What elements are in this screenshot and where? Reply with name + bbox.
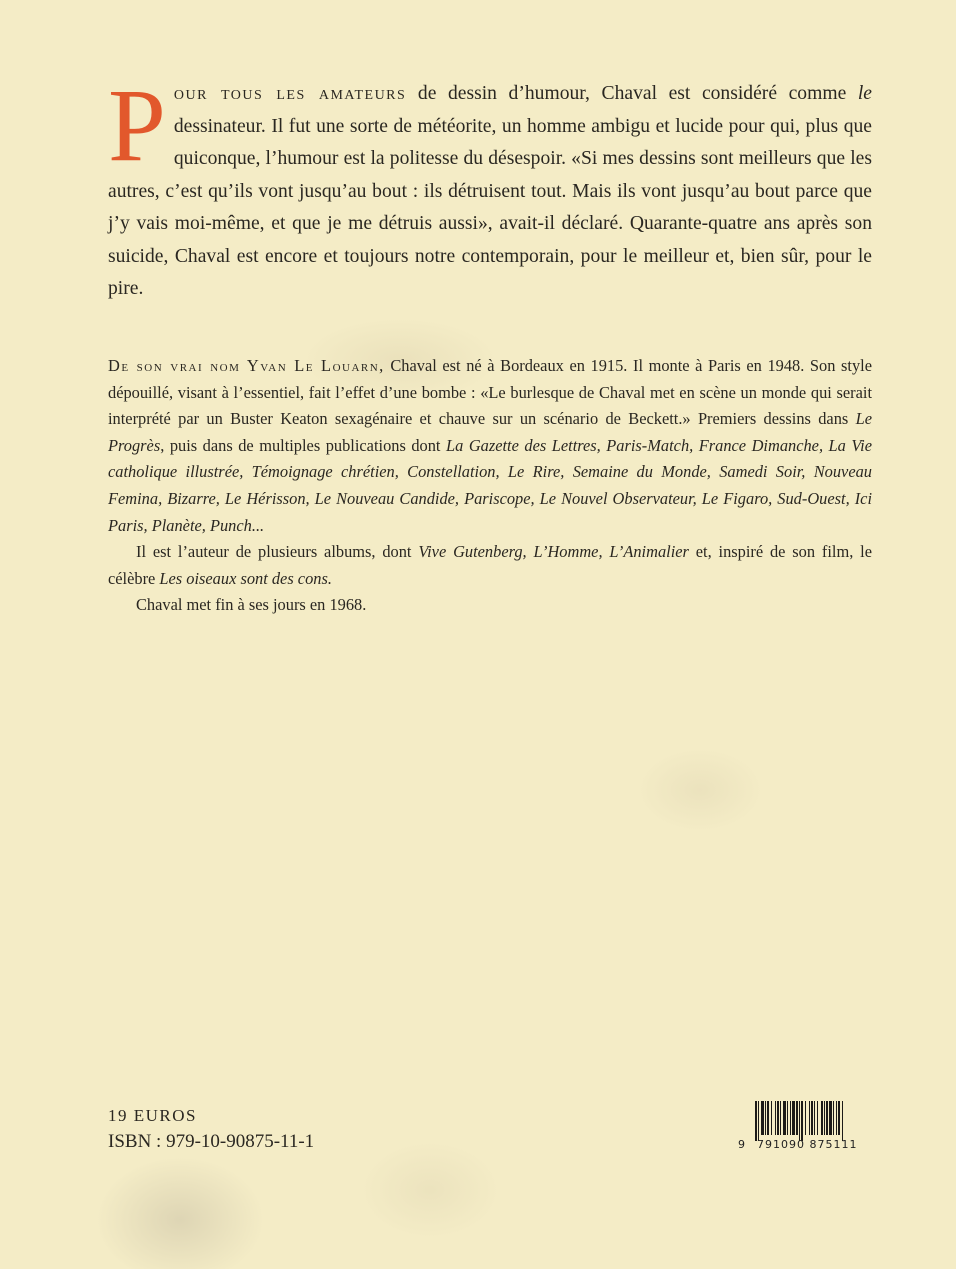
intro-text-b: dessinateur. Il fut une sorte de météorite, un homme ambigu et lucide pour qui, plus que quiconque, l’humour est la politesse du désespoir. «Si mes dessins sont meilleurs que les autres, c’est qu’ils vont jusqu’au bout : ils détruisent tout. Mais ils vont jusqu’au bout parce que j’y vais moi-même, et que je me détruis aussi», avait-il déclaré. Quarante-quatre ans après son suicide, Chaval est encore et toujours notre contemporain, pour le meilleur et, bien sûr, pour le pire. <box>108 115 872 299</box>
barcode-digits: 791090 875111 <box>757 1138 858 1151</box>
bio-text-2: , puis dans de multiples publications dont <box>160 435 446 455</box>
intro-lead-smallcaps: our tous les amateurs <box>173 83 407 104</box>
intro-text-em: le <box>857 83 872 104</box>
bio-famous-title: Les oiseaux sont des cons. <box>159 568 332 588</box>
bio-paragraph-3: Chaval met fin à ses jours en 1968. <box>136 595 367 615</box>
bio-p2-text-2: et, inspiré de son film, le célèbre <box>108 542 872 588</box>
barcode-first-digit: 9 <box>738 1138 745 1151</box>
bio-albums: Vive Gutenberg, L’Homme, L’Animalier <box>418 542 689 562</box>
price-label: 19 EUROS <box>108 1106 197 1125</box>
bio-publications: La Gazette des Lettres, Paris-Match, France Dimanche, La Vie catholique illustrée, Témoignage chrétien, Constellation, Le Rire, Semaine du Monde, Samedi Soir, Nouveau Femina, Bizarre, Le Hérisson, Le Nouveau Candide, Pariscope, Le Nouvel Observateur, Le Figaro, Sud-Ouest, Ici Paris, Planète, Punch... <box>108 435 873 535</box>
biography <box>108 353 872 619</box>
drop-cap: P <box>108 68 166 183</box>
bio-paragraph-2 <box>108 539 872 592</box>
bio-em-1: Le Progrès <box>108 409 872 455</box>
bio-paragraph-1 <box>108 353 872 539</box>
bio-text-1: Chaval est né à Bordeaux en 1915. Il monte à Paris en 1948. Son style dépouillé, visant à l’essentiel, fait l’effet d’une bombe : «Le burlesque de Chaval met en scène un monde qui serait interprété par un Buster Keaton sexagénaire et chauve sur un scénario de Beckett.» Premiers dessins dans <box>108 356 872 429</box>
bio-lead-smallcaps: De son vrai nom Yvan Le Louarn, <box>108 356 385 375</box>
isbn-label: ISBN : 979-10-90875-11-1 <box>108 1131 315 1152</box>
intro-text-a: de dessin d’humour, Chaval est considéré comme <box>406 83 858 104</box>
intro-paragraph <box>108 68 872 306</box>
bio-p2-text-1: Il est l’auteur de plusieurs albums, dont <box>136 542 419 562</box>
